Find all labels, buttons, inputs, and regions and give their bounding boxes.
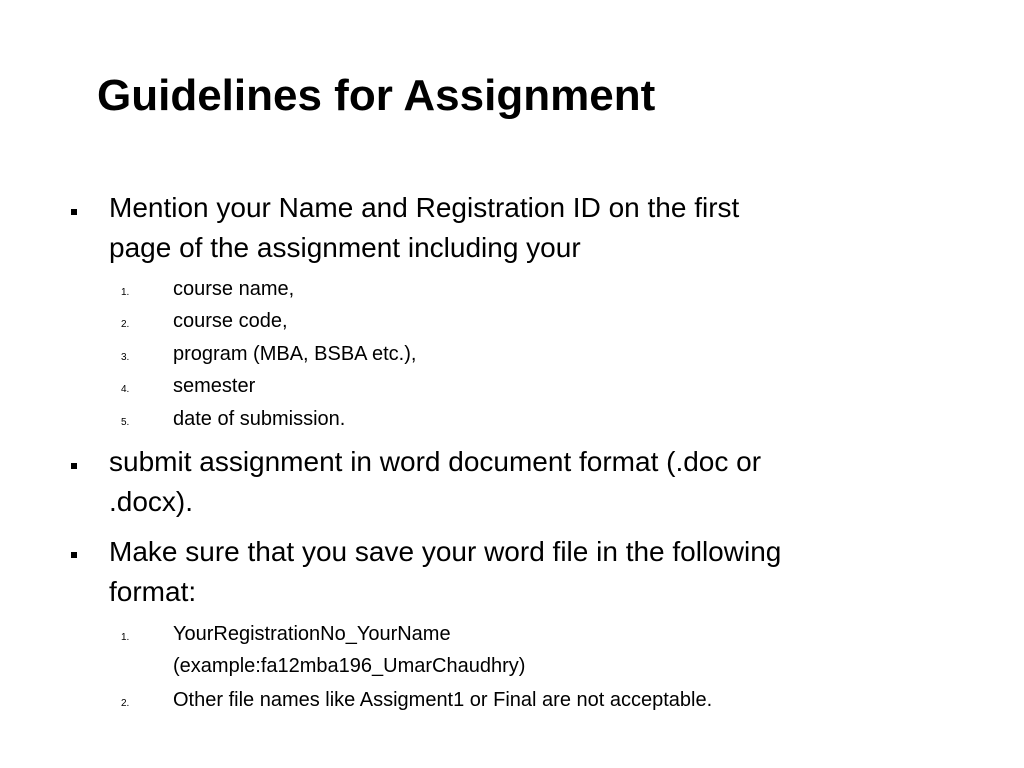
item-number: 1. bbox=[121, 632, 130, 643]
bullet-text bbox=[109, 188, 939, 268]
item-number: 1. bbox=[121, 287, 130, 298]
bullet-line: format: bbox=[109, 576, 197, 607]
square-bullet-icon bbox=[71, 463, 77, 469]
item-text: Other file names like Assigment1 or Final are not acceptable. bbox=[173, 689, 713, 711]
item-text: program (MBA, BSBA etc.), bbox=[173, 343, 417, 365]
item-text: course name, bbox=[173, 278, 295, 300]
item-text: course code, bbox=[173, 310, 288, 332]
item-text: date of submission. bbox=[173, 408, 346, 430]
item-number: 4. bbox=[121, 384, 130, 395]
item-number: 5. bbox=[121, 417, 130, 428]
slide-title: Guidelines for Assignment bbox=[97, 71, 656, 120]
bullet-line: Mention your Name and Registration ID on the first bbox=[109, 192, 740, 223]
bullet-line: page of the assignment including your bbox=[109, 232, 581, 263]
bullet-text bbox=[109, 532, 939, 612]
bullet-text bbox=[109, 442, 939, 522]
bullet-line: submit assignment in word document format (.doc or bbox=[109, 446, 762, 477]
square-bullet-icon bbox=[71, 209, 77, 215]
square-bullet-icon bbox=[71, 552, 77, 558]
bullet-line: .docx). bbox=[109, 486, 194, 517]
item-number: 2. bbox=[121, 319, 130, 330]
bullet-line: Make sure that you save your word file in the following bbox=[109, 536, 782, 567]
item-text: semester bbox=[173, 375, 256, 397]
item-number: 2. bbox=[121, 698, 130, 709]
item-number: 3. bbox=[121, 352, 130, 363]
item-text: YourRegistrationNo_YourName (example:fa12mba196_UmarChaudhry) bbox=[173, 623, 526, 677]
